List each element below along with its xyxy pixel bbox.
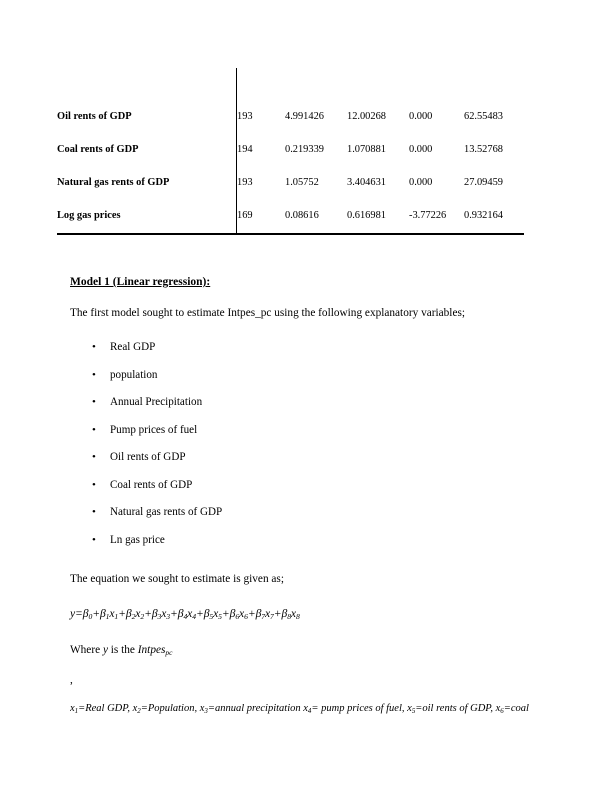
bullet-icon: • [92,396,96,408]
row-minimum: -3.77226 [409,210,447,222]
list-item-label: Annual Precipitation [110,396,203,408]
equation-term-1: $\beta_1x_1$ [99,607,119,622]
definition-3: $x_4=$ pump prices of fuel [303,703,402,715]
comma-line: , [70,674,73,686]
row-mean: 0.219339 [285,144,324,156]
section-heading: Model 1 (Linear regression): [70,276,211,288]
spacer-min-cell [409,68,464,101]
equation-equals: = [75,607,83,620]
definition-1: $x_2=Population$ [132,703,195,715]
spacer-n-cell [237,68,285,101]
summary-statistics-table [57,68,521,235]
table-row [57,101,524,134]
row-observations: 194 [237,144,253,156]
row-maximum: 0.932164 [464,210,503,222]
comma-line-block [0,674,73,686]
spacer-mean-cell [285,68,347,101]
variables-list-block [0,341,222,561]
row-minimum: 0.000 [409,144,433,156]
list-item [92,506,222,534]
row-std-dev: 3.404631 [347,177,386,189]
table-row [57,134,524,167]
definition-5: $x_6=coal$ [495,703,529,715]
table-row [57,167,524,200]
intro-paragraph: The first model sought to estimate Intpes_pc using the following explanatory variables; [70,307,465,319]
definition-0: $x_1=Real$ GDP [70,703,128,715]
list-item-label: population [110,368,158,381]
row-label: Log gas prices [57,210,121,222]
spacer-max-cell [464,68,524,101]
list-item [92,534,222,562]
variable-definitions-equation: $x_1=Real$ GDP, $x_2=Population$, $x_3=annual$ precipitation $x_4=$ pump prices of fuel, $x_5=oil$ rents of GDP, $x_6=coal$ [70,703,529,715]
list-item-label: Coal rents of GDP [110,478,193,491]
main-equation-block [0,608,300,622]
row-minimum: 0.000 [409,177,433,189]
stats-table-body [57,68,524,234]
equation-intro-paragraph: The equation we sought to estimate is given as; [70,573,284,585]
row-std-dev: 1.070881 [347,144,386,156]
definition-4: $x_5=oil$ rents of GDP [407,703,491,715]
row-observations: 193 [237,177,253,189]
where-symbol: y [102,644,108,656]
bullet-icon: • [92,506,96,518]
row-observations: 193 [237,111,253,123]
intro-paragraph-block [0,307,465,319]
where-prefix: Where [70,644,103,656]
equation-term-2: $\beta_2x_2$ [125,607,145,622]
row-maximum: 13.52768 [464,144,503,156]
definition-2: $x_3=annual$ precipitation [199,703,301,715]
list-item [92,396,222,424]
list-item-label: Oil rents of GDP [110,451,186,463]
bullet-icon: • [92,423,96,436]
list-item [92,451,222,479]
variable-definitions-block [0,703,612,716]
section-heading-block [0,272,210,290]
where-middle: is the [107,644,138,656]
list-item-label: Pump prices of fuel [110,423,198,436]
regression-equation: $y=\beta_0+\beta_1x_1+\beta_2x_2+\beta_3x_3+\beta_4x_4+\beta_5x_5+\beta_6x_6+\beta_7x_7+\beta_8x_8$ [70,607,300,622]
bullet-icon: • [92,368,96,381]
table-spacer-row [57,68,524,101]
equation-term-3: $\beta_3x_3$ [151,607,171,622]
list-item-label: Real GDP [110,341,156,353]
bullet-icon: • [92,341,96,353]
bullet-icon: • [92,533,96,546]
where-dependent-variable: Intpes$_{pc}$ [137,644,173,658]
bullet-icon: • [92,478,96,491]
equation-term-5: $\beta_5x_5$ [203,607,222,622]
row-mean: 0.08616 [285,210,319,222]
where-clause [70,644,172,657]
equation-term-6: $\beta_6x_6$ [229,607,248,622]
equation-lhs: y [70,607,76,620]
stats-table [57,68,524,235]
list-item-label: Natural gas rents of GDP [110,506,223,518]
row-std-dev: 12.00268 [347,111,386,123]
equation-term-4: $\beta_4x_4$ [177,607,196,622]
spacer-sd-cell [347,68,409,101]
equation-term-7: $\beta_7x_7$ [255,607,274,622]
list-item-label: Ln gas price [110,533,165,546]
list-item [92,479,222,507]
row-mean: 1.05752 [285,177,319,189]
row-label: Coal rents of GDP [57,144,139,156]
bullet-icon: • [92,451,96,463]
equation-term-0: $\beta_0$ [82,607,93,622]
row-observations: 169 [237,210,253,222]
row-maximum: 27.09459 [464,177,503,189]
row-maximum: 62.55483 [464,111,503,123]
table-row [57,200,524,234]
row-std-dev: 0.616981 [347,210,386,222]
equation-intro-block [0,573,284,585]
spacer-label-cell [57,68,237,101]
row-minimum: 0.000 [409,111,433,123]
list-item [92,341,222,369]
list-item [92,369,222,397]
where-clause-block [0,644,172,657]
row-label: Oil rents of GDP [57,111,132,123]
equation-term-8: $\beta_8x_8$ [281,607,300,622]
list-item [92,424,222,452]
row-label: Natural gas rents of GDP [57,177,170,189]
explanatory-variables-list [0,341,222,561]
row-mean: 4.991426 [285,111,324,123]
